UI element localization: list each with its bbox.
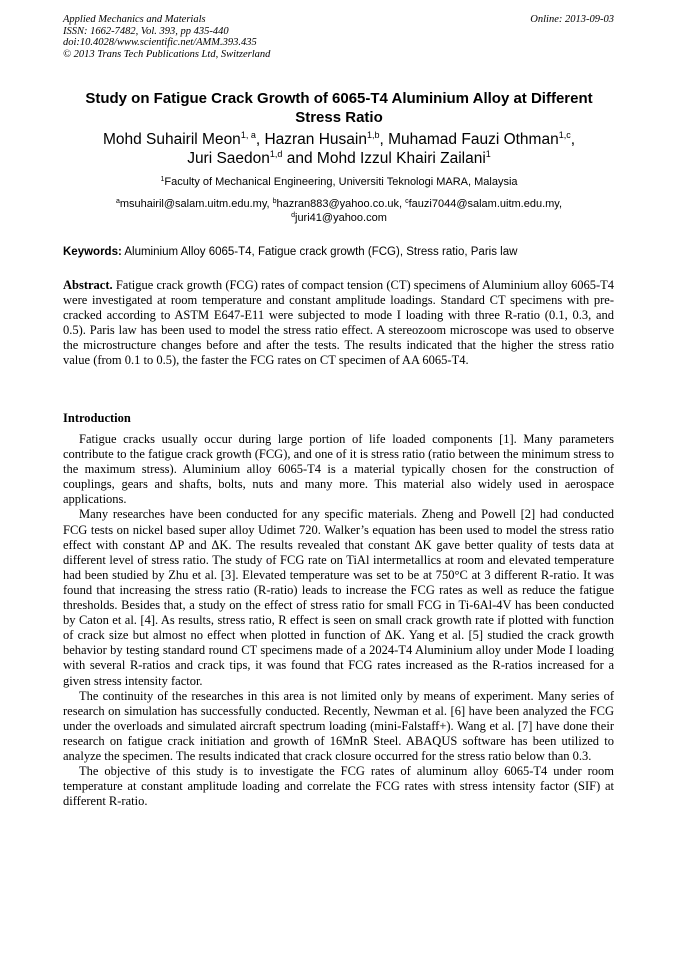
copyright-line: © 2013 Trans Tech Publications Ltd, Switzerland — [63, 48, 271, 60]
email-mark: d — [291, 212, 295, 219]
paragraph: Fatigue cracks usually occur during large portion of life loaded components [1]. Many parameters contribute to the fatigue crack growth (FCG), and one of it is stress ratio (ratio between the minimum stress to the maximum stress). Aluminium alloy 6065-T4 is a material typically chosen for the construction of couplings, gears and shafts, bolts, nuts and many more. This material also widely used in aerospace applications. — [63, 432, 614, 507]
author-line-1 — [60, 130, 618, 149]
online-date: Online: 2013-09-03 — [530, 14, 614, 25]
journal-header — [63, 14, 270, 60]
affiliation-text: Faculty of Mechanical Engineering, Universiti Teknologi MARA, Malaysia — [164, 176, 518, 188]
email-line-2 — [60, 211, 618, 225]
author-name: Muhamad Fauzi Othman — [388, 131, 559, 148]
abstract — [63, 278, 614, 369]
email-mark: b — [272, 198, 277, 205]
email-link[interactable]: msuhairil@salam.uitm.edu.my, — [119, 198, 273, 210]
author-affiliation-mark: 1,c — [558, 130, 571, 140]
author-separator: , — [255, 131, 265, 148]
introduction-body — [63, 432, 614, 809]
email-link[interactable]: juri41@yahoo.com — [295, 212, 387, 224]
author-affiliation-mark: 1,d — [269, 149, 283, 159]
email-line-1 — [60, 197, 618, 211]
paper-title — [60, 89, 618, 127]
paragraph: The objective of this study is to investigate the FCG rates of aluminum alloy 6065-T4 under room temperature at constant amplitude loading and correlate the FCG rates with stress intensity factor (SIF) at different R-ratio. — [63, 764, 614, 809]
abstract-label: Abstract. — [63, 278, 113, 292]
paragraph: Many researches have been conducted for any specific materials. Zheng and Powell [2] had conducted FCG tests on nickel based super alloy Udimet 720. Walker’s equation has been used to model the stress ratio effect with constant ΔP and ΔK. The results revealed that constant ΔK gave better quality of tests data at different level of stress ratio. The study of FCG rate on TiAl intermetallics at room and elevated temperature had been studied by Zhu et al. [3]. Elevated temperature was set to be at 750°C at 3 different R-ratio. It was found that increasing the stress ratio (R-ratio) leads to increase the FCG rates as well as reduce the fatigue thresholds. Besides that, a study on the effect of stress ratio for small FCG in Ti-6Al-4V has been conducted by Caton et al. [4]. As results, stress ratio, R effect is seen on small crack growth rate if plotted with function of crack size but almost no effect when plotted in function of ΔK. Yang et al. [5] studied the crack growth behavior by testing standard round CT specimens made of a 2024-T4 Aluminium alloy under Mode I loading with several R-ratios and crack tips, it was found that FCG rates increased as the R-ratios increased for a given stress intensity factor. — [63, 507, 614, 688]
author-separator: and — [282, 150, 317, 167]
paragraph: The continuity of the researches in this area is not limited only by means of experiment. Many series of research on simulation has successfully conducted. Recently, Newman et al. [6] have been analyzed the FCG under the overloads and simulated aircraft spectrum loading (mini-Falstaff+). Wang et al. [7] have done their research on fatigue crack initiation and growth of 16MnR Steel. ABAQUS software has been utilized to analyze the specimen. The results indicated that crack closure occurred for the stress ratio below than 0.3. — [63, 688, 614, 763]
title-line-2: Stress Ratio — [295, 109, 383, 126]
author-name: Mohd Suhairil Meon — [102, 131, 241, 148]
affiliation — [60, 175, 618, 189]
author-name: Hazran Husain — [264, 131, 367, 148]
keywords — [63, 245, 614, 259]
keywords-label: Keywords: — [63, 246, 122, 258]
issn-line: ISSN: 1662-7482, Vol. 393, pp 435-440 — [63, 25, 229, 37]
doi-line: doi:10.4028/www.scientific.net/AMM.393.435 — [63, 37, 257, 48]
title-line-1: Study on Fatigue Crack Growth of 6065-T4 Aluminium Alloy at Different — [85, 90, 593, 107]
author-affiliation-mark: 1, a — [240, 130, 256, 140]
abstract-text: Fatigue crack growth (FCG) rates of compact tension (CT) specimens of Aluminium alloy 6065-T4 were investigated at room temperature and constant amplitude loadings. Standard CT specimens with pre-cracked according to ASTM E647-E11 were subjected to mode I loading with three R-ratio (0.1, 0.3, and 0.5). Paris law has been used to model the stress ratio effect. A stereozoom microscope was used to observe the microstructure changes before and after the tests. The results indicated that the higher the stress ratio value (from 0.1 to 0.5), the faster the FCG rates on CT specimen of AA 6065-T4. — [63, 278, 614, 368]
journal-name: Applied Mechanics and Materials — [63, 14, 206, 25]
email-link[interactable]: hazran883@yahoo.co.uk, — [276, 198, 406, 210]
author-separator: , — [379, 131, 389, 148]
email-mark: c — [405, 198, 409, 205]
affiliation-mark: 1 — [160, 176, 165, 183]
section-heading-introduction: Introduction — [63, 411, 131, 425]
email-link[interactable]: fauzi7044@salam.uitm.edu.my, — [408, 198, 563, 210]
email-mark: a — [115, 198, 120, 205]
author-name: Mohd Izzul Khairi Zailani — [316, 150, 486, 167]
email-list — [60, 197, 618, 225]
author-list — [60, 130, 618, 168]
keywords-text: Aluminium Alloy 6065-T4, Fatigue crack growth (FCG), Stress ratio, Paris law — [121, 246, 518, 258]
author-affiliation-mark: 1,b — [366, 130, 380, 140]
author-line-2 — [60, 149, 618, 168]
author-name: Juri Saedon — [187, 150, 270, 167]
author-affiliation-mark: 1 — [485, 149, 491, 159]
author-separator: , — [570, 131, 576, 148]
